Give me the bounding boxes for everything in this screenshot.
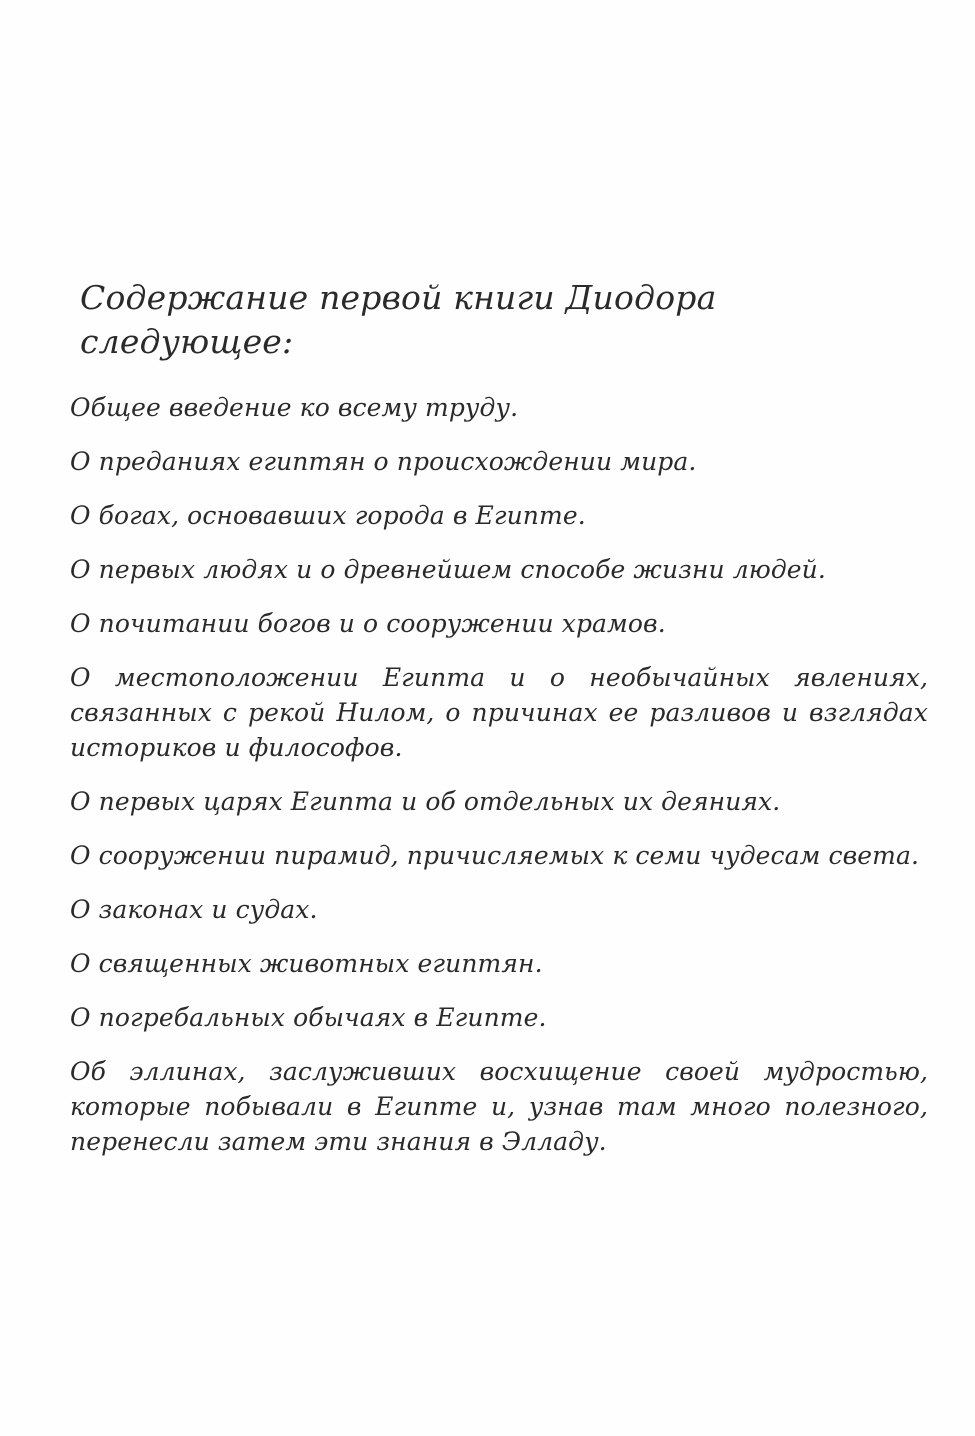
contents-section bbox=[70, 276, 928, 1178]
contents-item: Об эллинах, заслуживших восхищение своей мудростью, которые побывали в Египте и, узнав там много полезного, перенесли затем эти знания в Элладу. bbox=[70, 1057, 928, 1156]
contents-item: О первых царях Египта и об отдельных их деяниях. bbox=[70, 787, 781, 816]
contents-item: Общее введение ко всему труду. bbox=[70, 393, 519, 422]
contents-list bbox=[70, 390, 928, 1159]
contents-item: О богах, основавших города в Египте. bbox=[70, 501, 586, 530]
contents-item: О священных животных египтян. bbox=[70, 949, 543, 978]
contents-heading: Содержание первой книги Диодора следующее: bbox=[80, 278, 717, 361]
contents-item: О погребальных обычаях в Египте. bbox=[70, 1003, 547, 1032]
contents-item: О местоположении Египта и о необычайных явлениях, связанных с рекой Нилом, о причинах ее разливов и взглядах историков и философов. bbox=[70, 663, 928, 762]
contents-item: О почитании богов и о сооружении храмов. bbox=[70, 609, 666, 638]
contents-item: О преданиях египтян о происхождении мира. bbox=[70, 447, 697, 476]
contents-item: О первых людях и о древнейшем способе жизни людей. bbox=[70, 555, 826, 584]
contents-item: О законах и судах. bbox=[70, 895, 318, 924]
contents-item: О сооружении пирамид, причисляемых к семи чудесам света. bbox=[70, 841, 920, 870]
